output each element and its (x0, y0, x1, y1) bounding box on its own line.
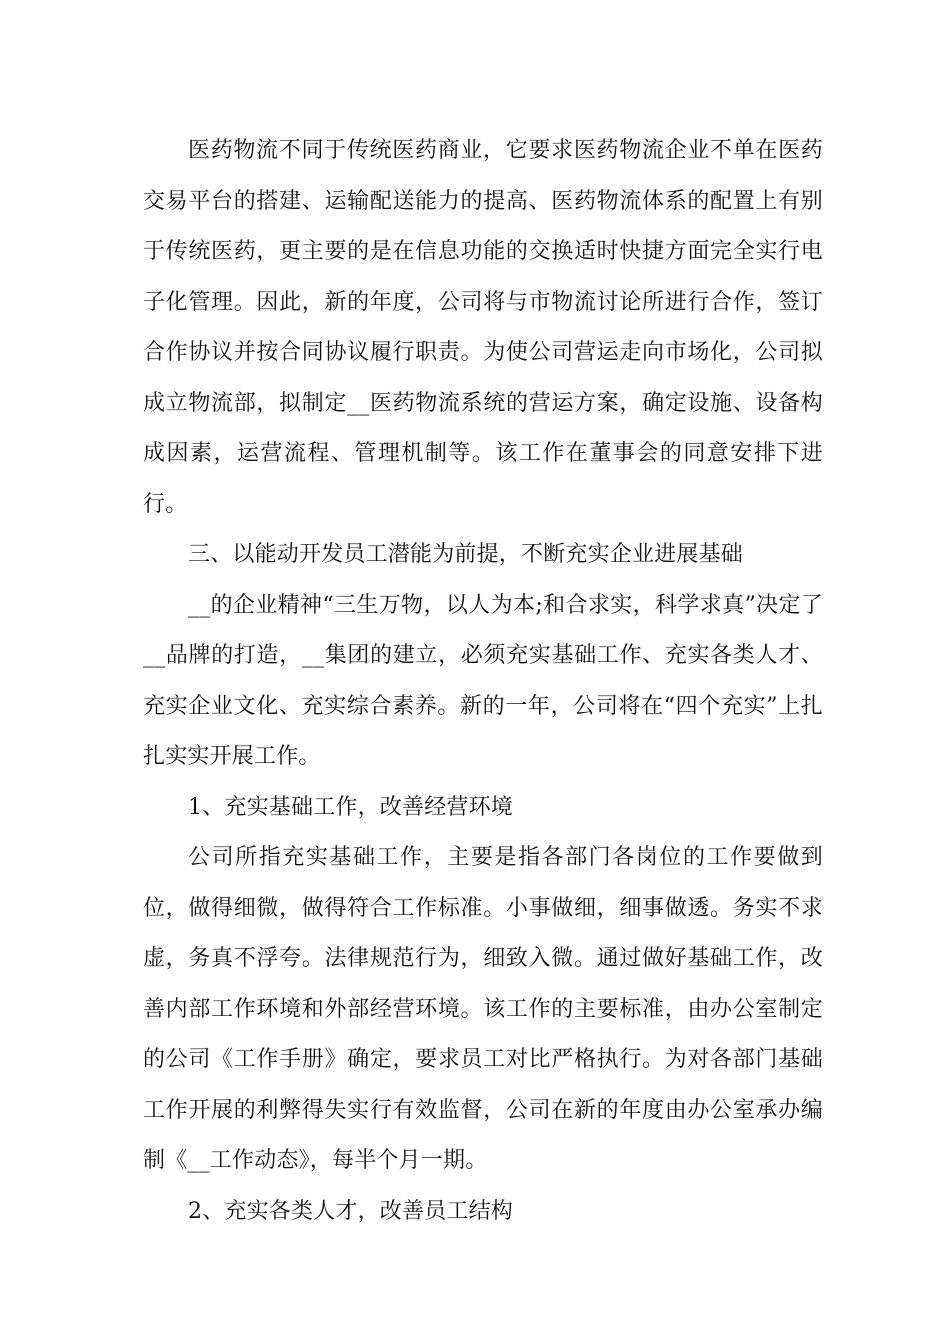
paragraph-enterprise-spirit: __的企业精神“三生万物，以人为本;和合求实，科学求真”决定了__品牌的打造，__集团的建立，必须充实基础工作、充实各类人才、充实企业文化、充实综合素养。新的一年，公司将在“四个充实”上扎扎实实开展工作。 (143, 592, 823, 769)
section-heading-three: 三、以能动开发员工潜能为前提，不断充实企业进展基础 (188, 542, 744, 567)
subheading-two: 2、充实各类人才，改善员工结构 (188, 1198, 513, 1224)
paragraph-logistics: 医药物流不同于传统医药商业，它要求医药物流企业不单在医药交易平台的搭建、运输配送能力的提高、医药物流体系的配置上有别于传统医药，更主要的是在信息功能的交换适时快捷方面完全实行电子化管理。因此，新的年度，公司将与市物流讨论所进行合作，签订合作协议并按合同协议履行职责。为使公司营运走向市场化，公司拟成立物流部，拟制定__医药物流系统的营运方案，确定设施、设备构成因素，运营流程、管理机制等。该工作在董事会的同意安排下进行。 (143, 138, 823, 517)
subheading-one: 1、充实基础工作，改善经营环境 (188, 794, 513, 820)
document-page (143, 126, 823, 1237)
paragraph-basic-work: 公司所指充实基础工作，主要是指各部门各岗位的工作要做到位，做得细微，做得符合工作标准。小事做细，细事做透。务实不求虚，务真不浮夸。法律规范行为，细致入微。通过做好基础工作，改善内部工作环境和外部经营环境。该工作的主要标准，由办公室制定的公司《工作手册》确定，要求员工对比严格执行。为对各部门基础工作开展的利弊得失实行有效监督，公司在新的年度由办公室承办编制《__工作动态》，每半个月一期。 (143, 845, 823, 1173)
